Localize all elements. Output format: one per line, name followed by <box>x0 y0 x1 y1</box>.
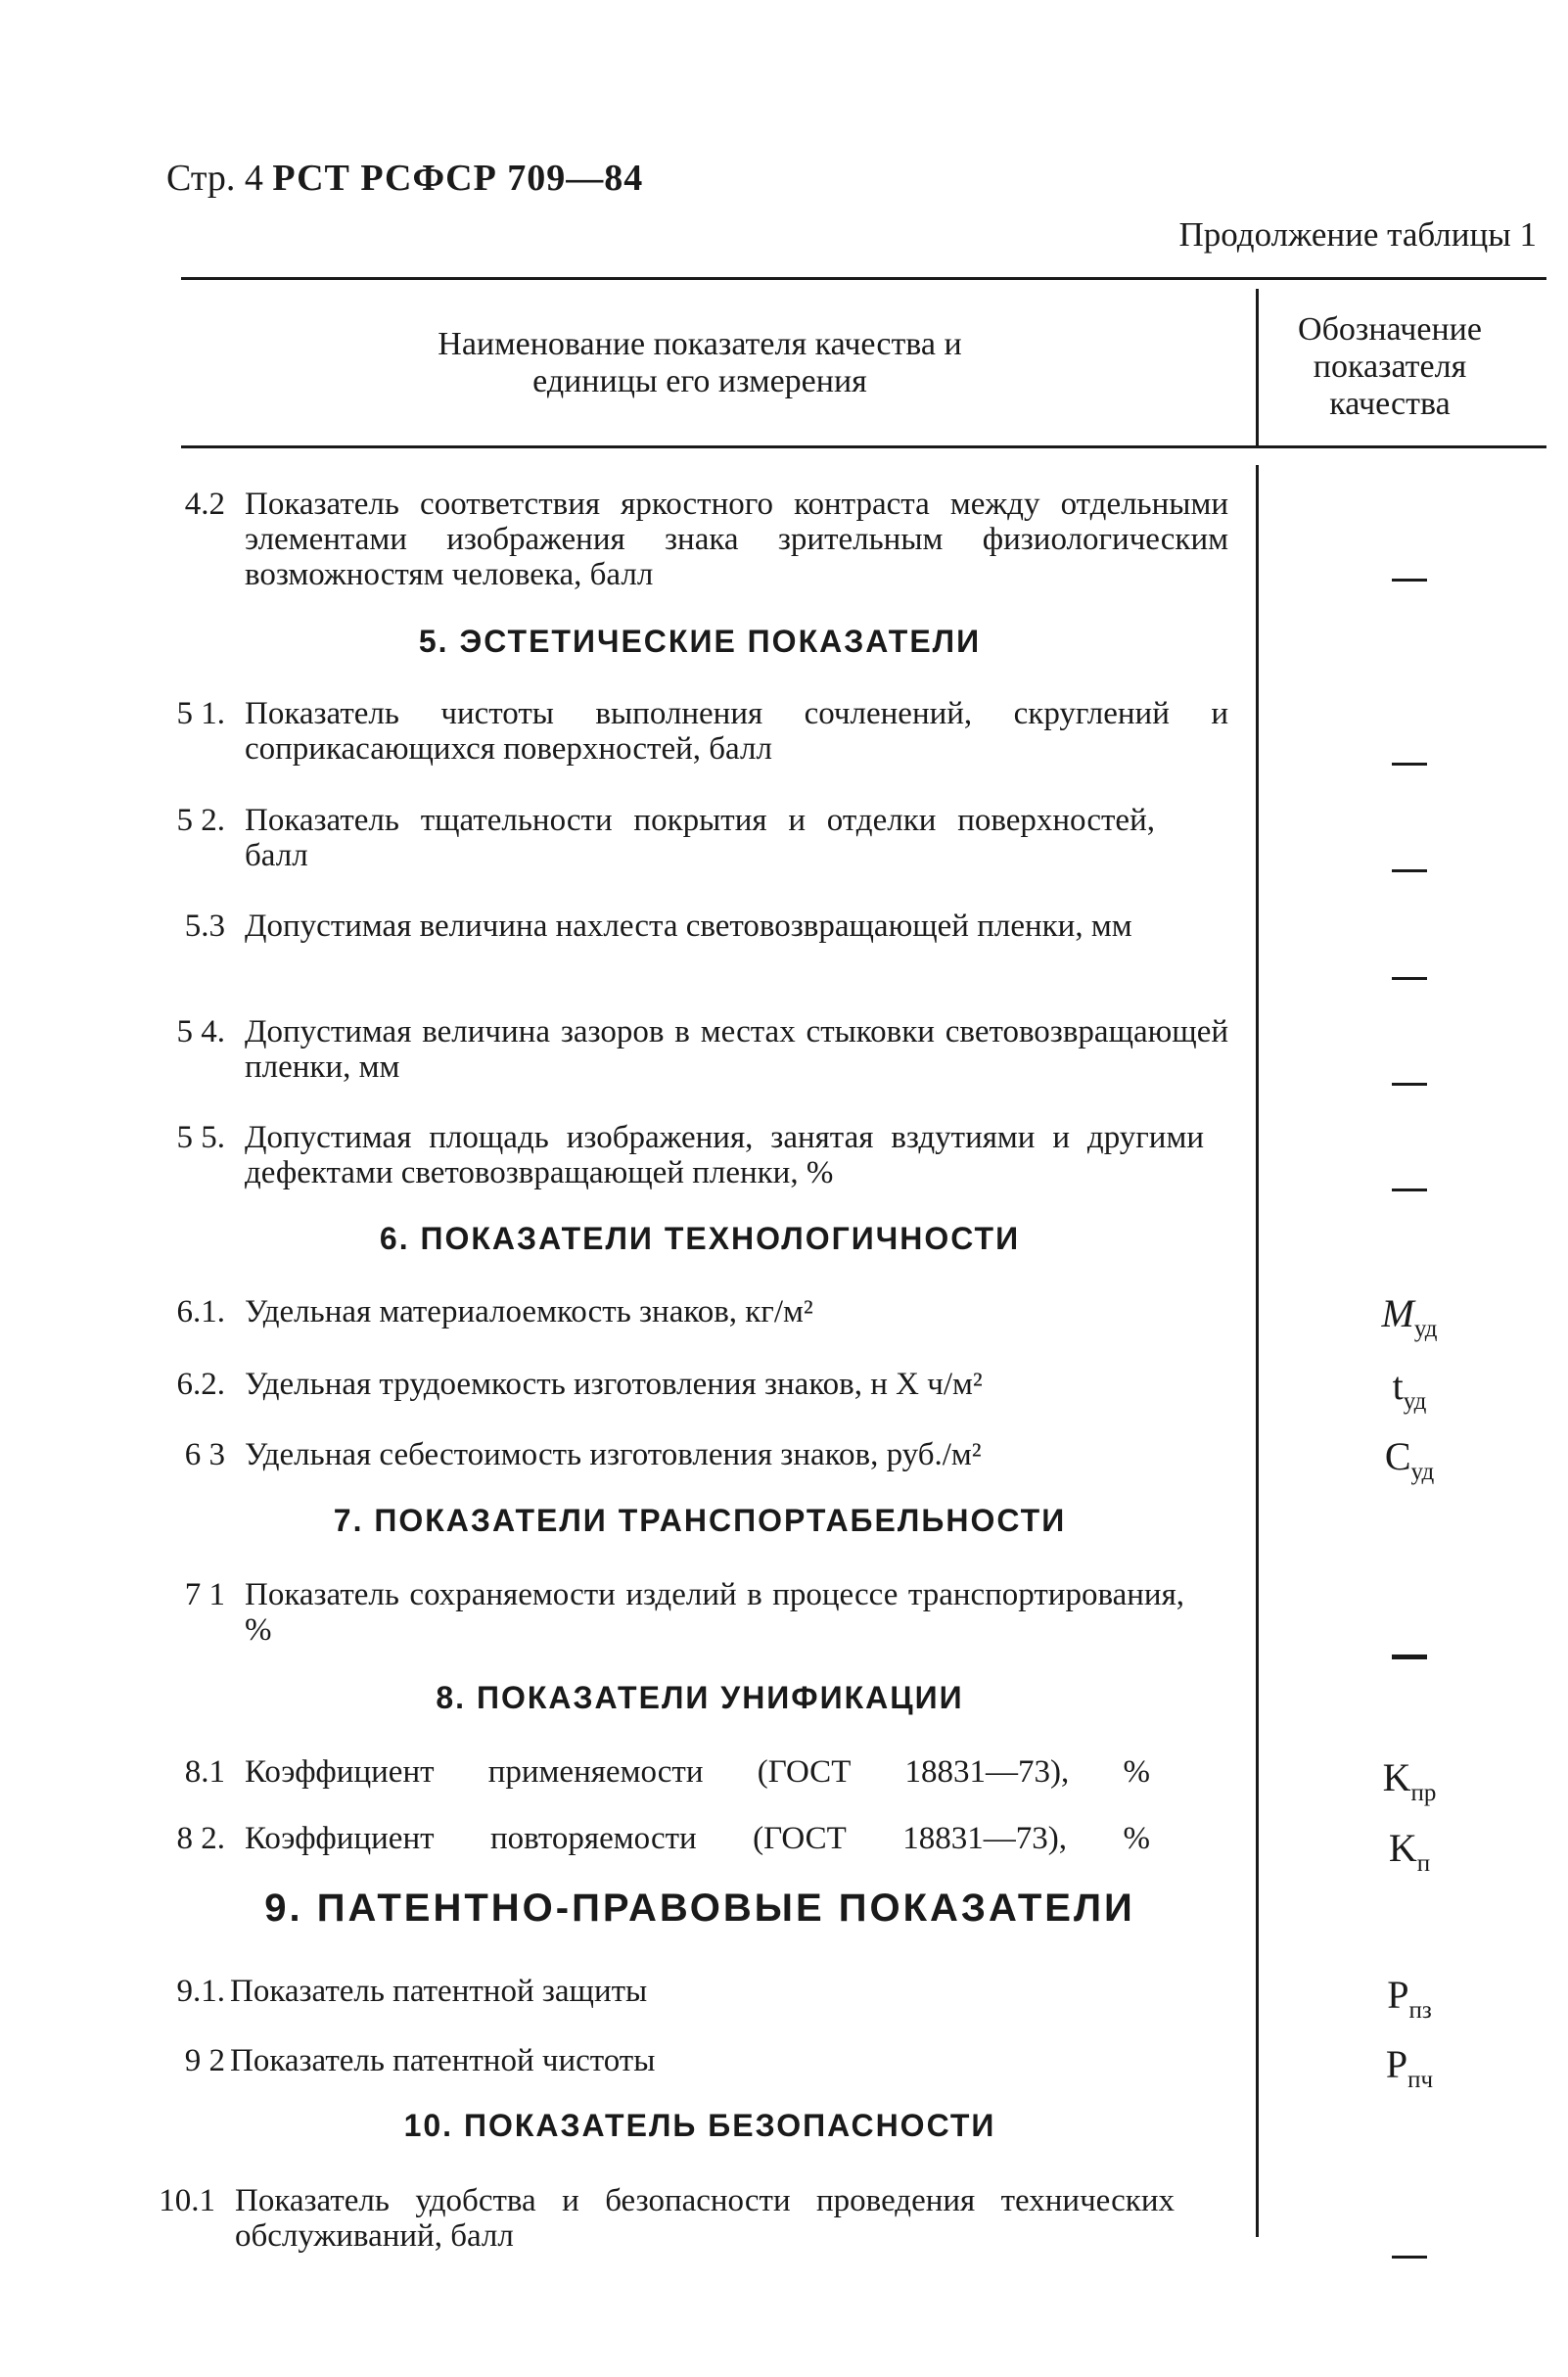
row-number: 9 2 <box>184 2043 225 2078</box>
table-row <box>0 909 1568 987</box>
table-header-bottom-rule <box>181 445 1546 448</box>
row-number: 5 2. <box>176 803 225 838</box>
section-heading-8: 8. ПОКАЗАТЕЛИ УНИФИКАЦИИ <box>436 1680 964 1715</box>
row-name: Показатель патентной защиты <box>230 1974 648 2009</box>
row-name: Коэффициент повторяемости (ГОСТ 18831—73), % <box>245 1821 1150 1856</box>
column-header-designation: Обозначение показателя качества <box>1298 311 1482 422</box>
row-name: Показатель сохраняемости изделий в процессе транспортирования, % <box>245 1577 1184 1648</box>
table-row <box>0 1014 1568 1093</box>
row-name: Показатель удобства и безопасности проведения технических обслуживаний, балл <box>235 2183 1175 2254</box>
row-number: 7 1 <box>184 1577 225 1612</box>
table-top-rule <box>181 277 1546 280</box>
row-name: Показатель чистоты выполнения сочленений, скруглений и соприкасающихся поверхностей, балл <box>245 696 1228 767</box>
row-symbol-dash <box>1351 741 1468 780</box>
row-name: Коэффициент применяемости (ГОСТ 18831—73), % <box>245 1754 1150 1790</box>
row-number: 5 5. <box>176 1120 225 1155</box>
page-header <box>166 157 643 200</box>
row-number: 6.1. <box>176 1294 225 1329</box>
table-row <box>0 1974 1568 2023</box>
row-name: Допустимая величина зазоров в местах стыковки световозвращающей пленки, мм <box>245 1014 1228 1085</box>
page-number: Стр. 4 <box>166 158 263 199</box>
table-row <box>0 1364 1568 1416</box>
row-symbol-dash <box>1351 848 1468 887</box>
row-symbol: $P_{пз}$ <box>1387 1973 1432 2024</box>
row-number: 6 3 <box>184 1437 225 1472</box>
section-heading-5: 5. ЭСТЕТИЧЕСКИЕ ПОКАЗАТЕЛИ <box>418 624 982 659</box>
table-row <box>0 1577 1568 1655</box>
row-symbol: $K_п$ <box>1388 1826 1431 1877</box>
row-symbol-dash <box>1351 1061 1468 1100</box>
row-name: Показатель соответствия яркостного контраста между отдельными элементами изображения знака зрительным физиологическим возможностям человека, балл <box>245 487 1228 592</box>
row-number: 9.1. <box>176 1974 225 2009</box>
row-symbol-dash <box>1351 2234 1468 2273</box>
row-name: Удельная материалоемкость знаков, кг/м² <box>245 1294 813 1329</box>
row-number: 8.1 <box>184 1754 225 1790</box>
row-symbol-dash <box>1351 955 1468 995</box>
row-number: 10.1 <box>159 2183 215 2218</box>
row-number: 5 1. <box>176 696 225 731</box>
row-number: 4.2 <box>184 487 225 522</box>
row-symbol-dash <box>1351 1167 1468 1206</box>
table-row <box>0 1754 1568 1813</box>
row-symbol: $t_{уд}$ <box>1392 1364 1427 1415</box>
row-number: 5.3 <box>184 909 225 944</box>
row-name: Удельная трудоемкость изготовления знаков, н X ч/м² <box>245 1367 983 1402</box>
row-symbol: $M_{уд}$ <box>1381 1291 1438 1342</box>
table-row <box>0 1434 1568 1486</box>
row-symbol: $P_{пч}$ <box>1385 2042 1434 2093</box>
table-row <box>0 1821 1568 1880</box>
section-heading-10: 10. ПОКАЗАТЕЛЬ БЕЗОПАСНОСТИ <box>403 2108 996 2143</box>
row-number: 6.2. <box>176 1367 225 1402</box>
column-divider-header <box>1256 289 1259 445</box>
section-heading-7: 7. ПОКАЗАТЕЛИ ТРАНСПОРТАБЕЛЬНОСТИ <box>333 1503 1067 1538</box>
row-number: 8 2. <box>176 1821 225 1856</box>
table-row <box>0 803 1568 881</box>
row-name: Удельная себестоимость изготовления знаков, руб./м² <box>245 1437 982 1472</box>
row-name: Допустимая величина нахлеста световозвращающей пленки, мм <box>245 909 1132 944</box>
row-name: Показатель тщательности покрытия и отделки поверхностей, балл <box>245 803 1155 873</box>
row-symbol-dash <box>1351 557 1468 596</box>
column-header-name: Наименование показателя качества и единицы его измерения <box>438 326 962 399</box>
row-name: Допустимая площадь изображения, занятая вздутиями и другими дефектами световозвращающей пленки, % <box>245 1120 1204 1190</box>
table-continuation-note: Продолжение таблицы 1 <box>1178 215 1537 254</box>
table-row <box>0 2183 1568 2261</box>
table-row <box>0 487 1568 604</box>
table-row <box>0 696 1568 774</box>
row-symbol: $C_{уд}$ <box>1384 1434 1435 1485</box>
standard-code: РСТ РСФСР 709—84 <box>272 158 644 199</box>
table-row <box>0 2043 1568 2092</box>
table-row <box>0 1291 1568 1343</box>
row-number: 5 4. <box>176 1014 225 1049</box>
table-row <box>0 1120 1568 1198</box>
row-symbol-dash <box>1351 1634 1468 1673</box>
row-name: Показатель патентной чистоты <box>230 2043 656 2078</box>
row-symbol: $K_{пр}$ <box>1382 1755 1437 1806</box>
section-heading-6: 6. ПОКАЗАТЕЛИ ТЕХНОЛОГИЧНОСТИ <box>379 1221 1021 1256</box>
section-heading-9: 9. ПАТЕНТНО-ПРАВОВЫЕ ПОКАЗАТЕЛИ <box>264 1887 1135 1930</box>
